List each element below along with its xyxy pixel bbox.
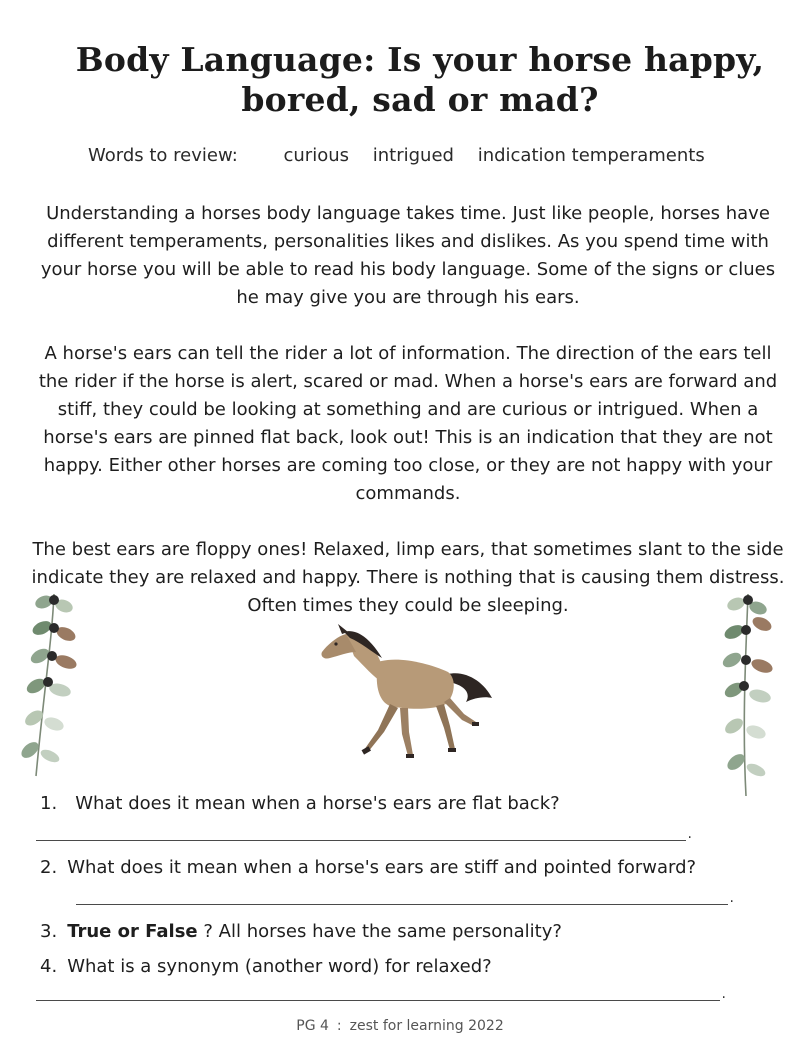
question-number: 3. <box>40 921 58 942</box>
title-line-1: Body Language: Is your horse happy, <box>75 40 765 79</box>
question-text: What does it mean when a horse's ears are stiff and pointed forward? <box>67 857 697 878</box>
page-title <box>60 40 780 120</box>
title-line-2: bored, sad or mad? <box>241 80 599 119</box>
question-number: 4. <box>40 956 58 977</box>
footer-credit: zest for learning 2022 <box>349 1018 504 1034</box>
words-to-review-label: Words to review: <box>88 145 238 166</box>
question-number: 2. <box>40 857 58 878</box>
eucalyptus-branch-right-icon <box>712 590 782 800</box>
footer-separator: : <box>336 1018 342 1034</box>
question-4 <box>40 955 492 979</box>
true-or-false-label: True or False <box>67 921 198 942</box>
review-word: intrigued <box>372 145 454 166</box>
review-word: indication temperaments <box>477 145 705 166</box>
question-3 <box>40 920 562 944</box>
page-number: PG 4 <box>296 1018 329 1034</box>
answer-line-1[interactable] <box>36 840 686 841</box>
question-1 <box>40 792 560 816</box>
paragraph-intro: Understanding a horses body language takes time. Just like people, horses have different temperaments, personalities likes and dislikes. As you spend time with your horse you will be able to read his body language. Some of the signs or clues he may give you are through his ears. <box>40 203 776 308</box>
page-footer <box>0 1018 800 1034</box>
words-to-review <box>88 144 723 168</box>
question-text: ? All horses have the same personality? <box>197 921 562 942</box>
question-number: 1. <box>40 793 58 814</box>
answer-line-2[interactable] <box>76 904 728 905</box>
question-text: What is a synonym (another word) for relaxed? <box>67 956 492 977</box>
horse-icon <box>316 622 502 762</box>
paragraph-floppy-ears: The best ears are floppy ones! Relaxed, limp ears, that sometimes slant to the side indicate they are relaxed and happy. There is nothing that is causing them distress. Often times they could be sleeping. <box>31 539 785 616</box>
review-word: curious <box>283 145 350 166</box>
answer-line-4[interactable] <box>36 1000 720 1001</box>
question-2 <box>40 856 696 880</box>
paragraph-ears: A horse's ears can tell the rider a lot of information. The direction of the ears tell the rider if the horse is alert, scared or mad. When a horse's ears are forward and stiff, they could be looking at something and are curious or intrigued. When a horse's ears are pinned flat back, look out! This is an indication that they are not happy. Either other horses are coming too close, or they are not happy with your commands. <box>38 343 778 504</box>
question-text: What does it mean when a horse's ears are flat back? <box>75 793 560 814</box>
eucalyptus-branch-left-icon <box>14 590 84 780</box>
